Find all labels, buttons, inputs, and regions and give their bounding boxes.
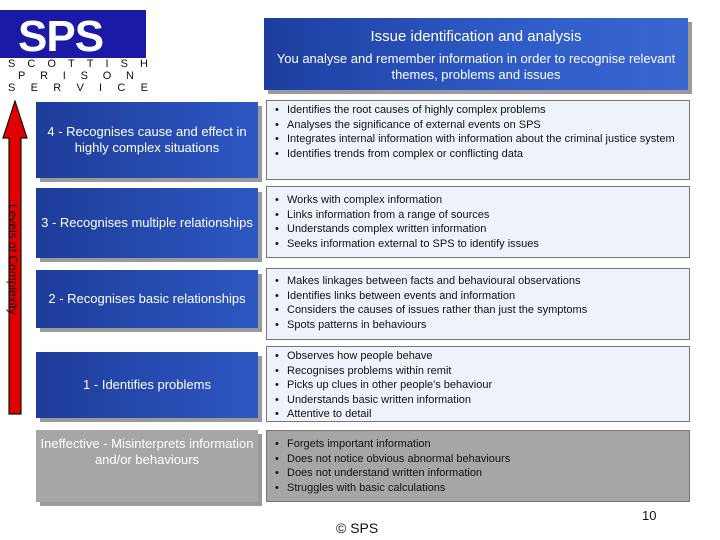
page-title: Issue identification and analysis xyxy=(370,28,582,45)
bullet: • Identifies trends from complex or conflicting data xyxy=(273,147,683,162)
bullet: • Identifies links between events and information xyxy=(273,289,683,304)
copyright: © SPS xyxy=(336,520,379,536)
level-2-label: 2 - Recognises basic relationships xyxy=(48,291,246,306)
bullet: • Does not understand written information xyxy=(273,466,683,481)
bullet: • Attentive to detail xyxy=(273,407,683,422)
ineffective-description xyxy=(266,430,690,502)
bullet: • Analyses the significance of external events on SPS xyxy=(273,118,683,133)
ineffective-label: Ineffective - Misinterprets information and/or behaviours xyxy=(40,436,254,467)
bullet: • Works with complex information xyxy=(273,193,683,208)
level-2-description xyxy=(266,268,690,340)
logo-word-service: S E R V I C E xyxy=(8,82,148,94)
logo-banner xyxy=(0,10,146,61)
bullet: • Spots patterns in behaviours xyxy=(273,318,683,333)
bullet: • Understands complex written information xyxy=(273,222,683,237)
bullet: • Understands basic written information xyxy=(273,393,683,408)
bullet: • Identifies the root causes of highly complex problems xyxy=(273,103,683,118)
bullet: • Forgets important information xyxy=(273,437,683,452)
level-3-box xyxy=(36,188,258,258)
level-3-label: 3 - Recognises multiple relationships xyxy=(41,215,253,230)
bullet: • Seeks information external to SPS to identify issues xyxy=(273,237,683,252)
level-2-box xyxy=(36,270,258,328)
level-4-label: 4 - Recognises cause and effect in highly complex situations xyxy=(47,124,247,155)
logo-letters: SPS xyxy=(18,12,104,61)
logo-word-scottish: S C O T T I S H xyxy=(8,58,148,70)
bullet: • Does not notice obvious abnormal behaviours xyxy=(273,452,683,467)
level-3-description xyxy=(266,186,690,258)
ineffective-box xyxy=(36,430,258,502)
sps-logo xyxy=(0,10,152,92)
bullet: • Links information from a range of sources xyxy=(273,208,683,223)
bullet: • Struggles with basic calculations xyxy=(273,481,683,496)
logo-word-prison: P R I S O N xyxy=(18,70,134,82)
bullet: • Integrates internal information with information about the criminal justice system xyxy=(273,132,683,147)
level-1-label: 1 - Identifies problems xyxy=(83,377,211,392)
level-1-box xyxy=(36,352,258,418)
page-subtitle: You analyse and remember information in order to recognise relevant themes, problems and issues xyxy=(276,51,676,82)
bullet: • Picks up clues in other people's behaviour xyxy=(273,378,683,393)
level-1-description xyxy=(266,346,690,422)
page-number: 10 xyxy=(642,508,657,523)
bullet: • Recognises problems within remit xyxy=(273,364,683,379)
level-4-description xyxy=(266,100,690,180)
logo-words xyxy=(8,58,148,94)
title-box xyxy=(264,18,688,90)
bullet: • Considers the causes of issues rather than just the symptoms xyxy=(273,303,683,318)
axis-label: Levels of Complexity xyxy=(6,204,20,315)
level-4-box xyxy=(36,102,258,178)
bullet: • Observes how people behave xyxy=(273,349,683,364)
bullet: • Makes linkages between facts and behavioural observations xyxy=(273,274,683,289)
